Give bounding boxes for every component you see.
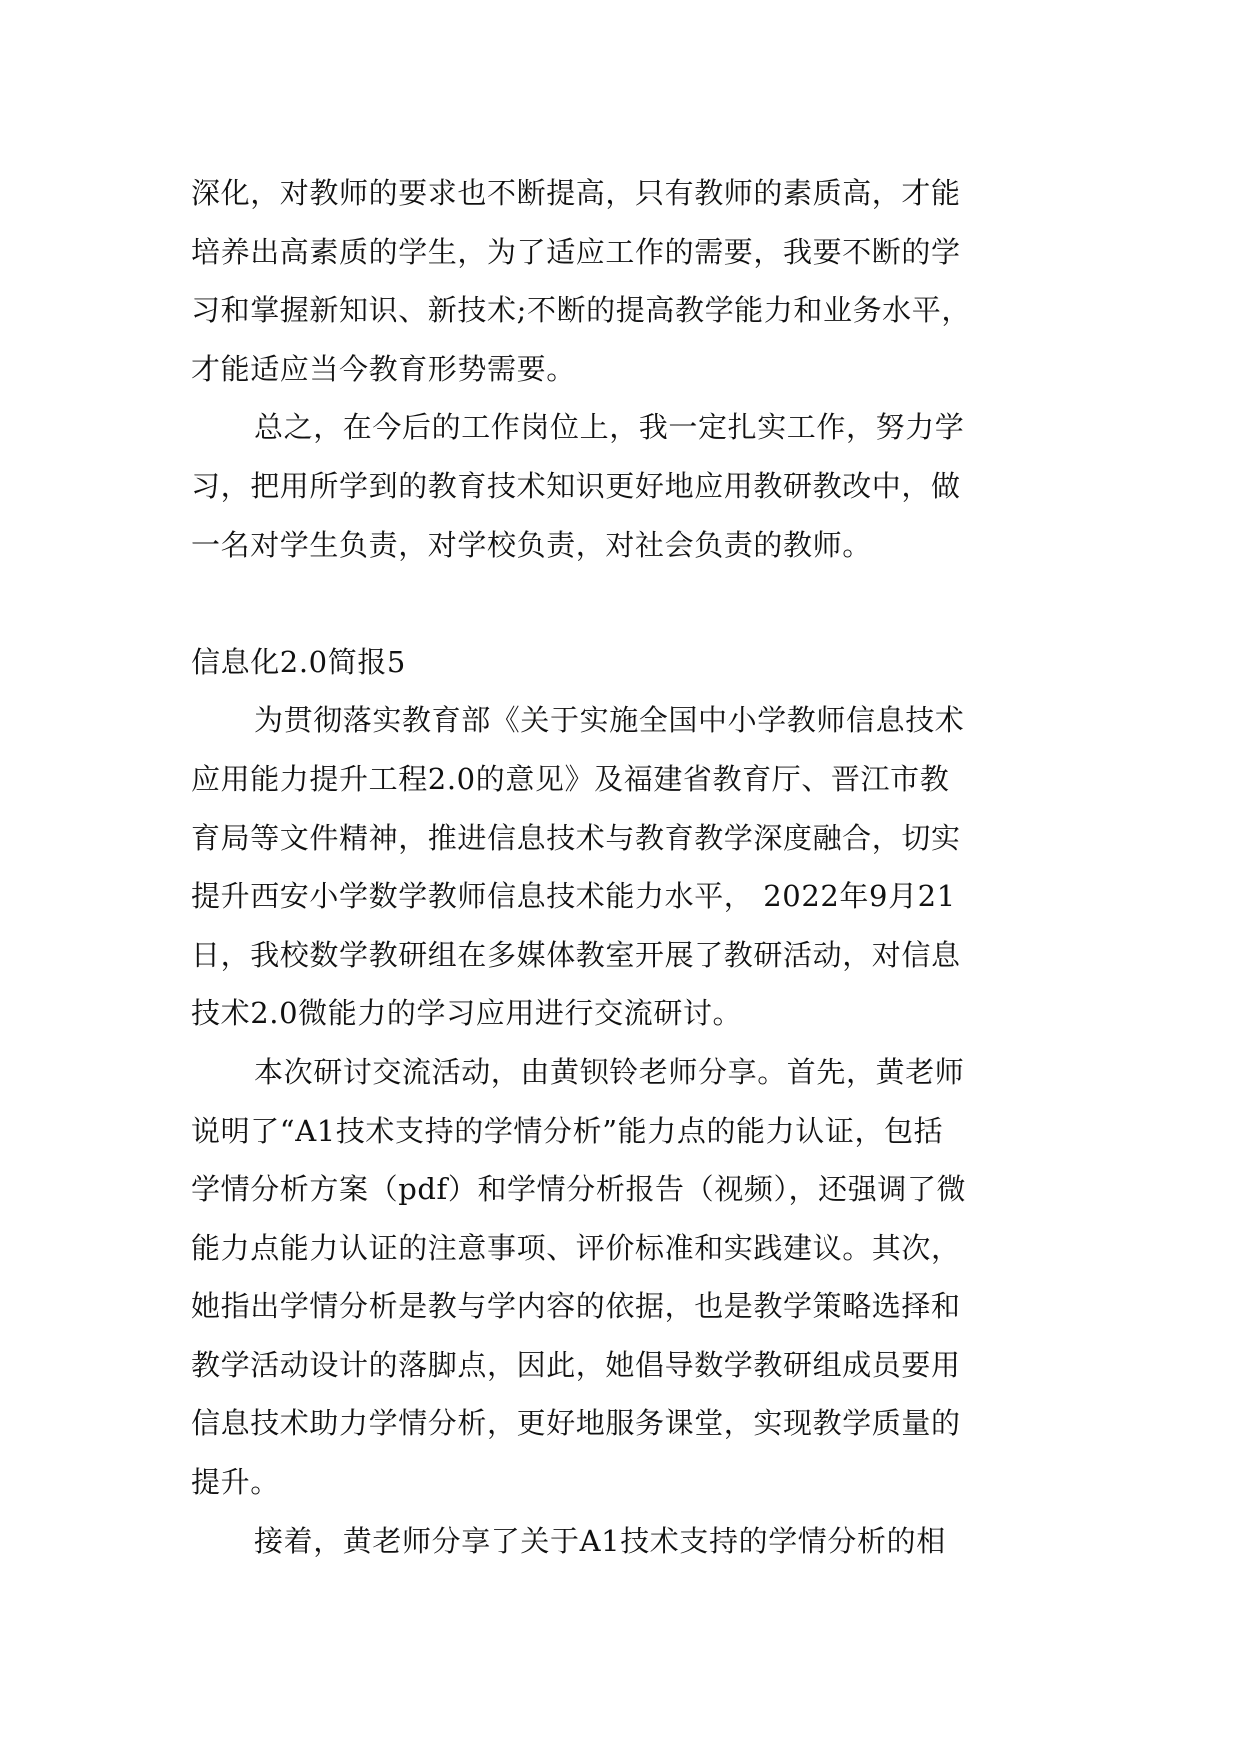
paragraph-line: 说明了“A1技术支持的学情分析”能力点的能力认证，包括 (191, 1113, 944, 1148)
document-text (191, 164, 1051, 1570)
paragraph-line: 信息技术助力学情分析，更好地服务课堂，实现教学质量的 (191, 1406, 961, 1441)
text-line: 才能适应当今教育形势需要。 (191, 351, 576, 386)
paragraph-line: 育局等文件精神，推进信息技术与教育教学深度融合，切实 (191, 820, 961, 855)
section-title: 信息化2.0简报5 (191, 644, 406, 679)
paragraph-line: 她指出学情分析是教与学内容的依据，也是教学策略选择和 (191, 1289, 961, 1324)
paragraph-line: 为贯彻落实教育部《关于实施全国中小学教师信息技术 (254, 703, 965, 738)
paragraph-line: 接着，黄老师分享了关于A1技术支持的学情分析的相 (254, 1523, 946, 1558)
paragraph-gap (191, 574, 1051, 633)
conclusion-line: 习，把用所学到的教育技术知识更好地应用教研教改中，做 (191, 468, 961, 503)
paragraph-line: 本次研讨交流活动，由黄钡铃老师分享。首先，黄老师 (254, 1054, 965, 1089)
paragraph-line: 学情分析方案（pdf）和学情分析报告（视频），还强调了微 (191, 1172, 967, 1207)
text-line: 深化，对教师的要求也不断提高，只有教师的素质高，才能 (191, 176, 961, 210)
paragraph-line: 技术2.0微能力的学习应用进行交流研讨。 (191, 996, 743, 1031)
paragraph-line: 提升西安小学数学教师信息技术能力水平， 2022年9月21 (191, 879, 956, 914)
text-line: 习和掌握新知识、新技术;不断的提高教学能力和业务水平， (191, 293, 971, 328)
conclusion-line: 总之，在今后的工作岗位上，我一定扎实工作，努力学 (254, 410, 965, 445)
text-line: 培养出高素质的学生，为了适应工作的需要，我要不断的学 (191, 234, 961, 269)
paragraph-line: 应用能力提升工程2.0的意见》及福建省教育厅、晋江市教 (191, 761, 950, 796)
paragraph-line: 能力点能力认证的注意事项、评价标准和实践建议。其次， (191, 1230, 961, 1265)
paragraph-line: 提升。 (191, 1465, 280, 1500)
conclusion-line: 一名对学生负责，对学校负责，对社会负责的教师。 (191, 527, 872, 562)
paragraph-line: 日，我校数学教研组在多媒体教室开展了教研活动，对信息 (191, 937, 961, 972)
paragraph-line: 教学活动设计的落脚点，因此，她倡导数学教研组成员要用 (191, 1347, 961, 1382)
